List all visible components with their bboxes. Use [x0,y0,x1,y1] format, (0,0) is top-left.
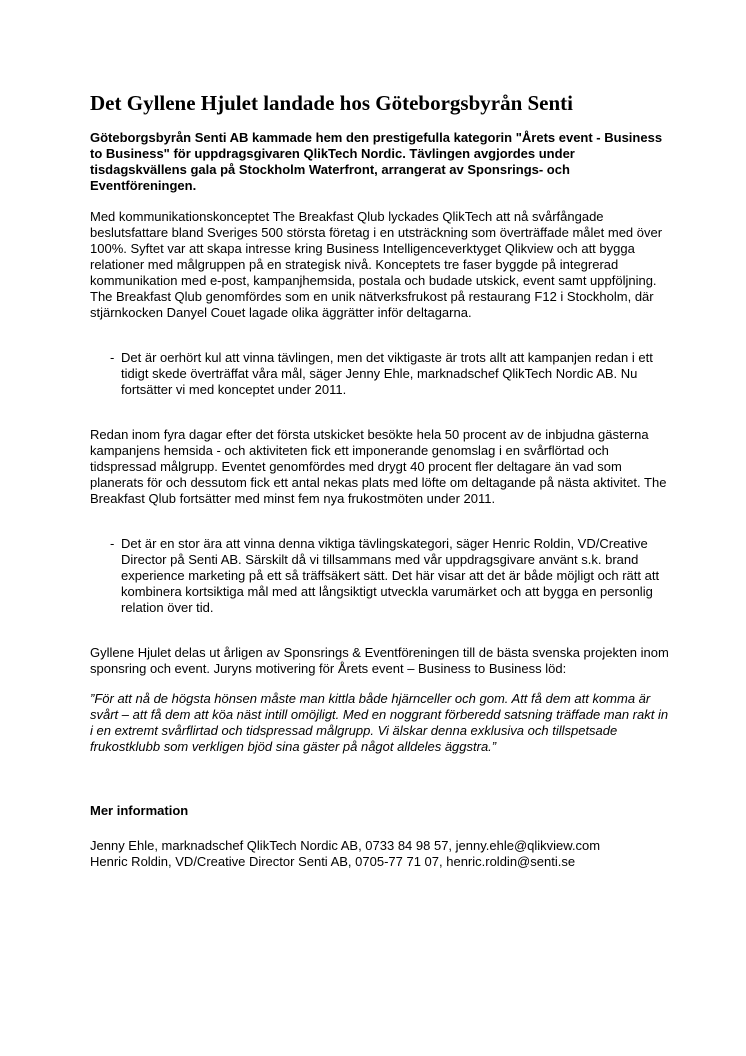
quote-text-2: Det är en stor ära att vinna denna viktiga tävlingskategori, säger Henric Roldin, VD/Creative Director på Senti AB. Särskilt då vi tillsammans med vår uppdragsgivare använt s.k. brand experience marketing på ett så träffsäkert sätt. Det här visar att det är både möjligt och rätt att kombinera kortsiktiga mål med att långsiktigt utveckla varumärket och att bygga en personlig relation över tid. [121,536,660,615]
quote-text-1: Det är oerhört kul att vinna tävlingen, men det viktigaste är trots allt att kampanjen redan i ett tidigt skede överträffat våra mål, säger Jenny Ehle, marknadschef QlikTech Nordic AB. Nu fortsätter vi med konceptet under 2011. [121,350,653,397]
quote-item-2 [90,536,670,616]
lead-paragraph: Göteborgsbyrån Senti AB kammade hem den prestigefulla kategorin "Årets event - Business to Business" för uppdragsgivaren QlikTech Nordic. Tävlingen avgjordes under tisdagskvällens gala på Stockholm Waterfront, arrangerat av Sponsrings- och Eventföreningen. [90,130,663,193]
dash-bullet: - [110,536,115,551]
press-release-page [90,90,670,870]
body-paragraph-2: Redan inom fyra dagar efter det första utskicket besökte hela 50 procent av de inbjudna gästerna kampanjens hemsida - och aktiviteten fick ett imponerande genomslag i en svårflörtad och tidspressad målgrupp. Eventet genomfördes med drygt 40 procent fler deltagare än vad som planerats för och dessutom fick ett antal nekas plats med löfte om deltagande på nästa aktivitet. The Breakfast Qlub fortsätter med minst fem nya frukostmöten under 2011. [90,427,667,506]
body-paragraph-3: Gyllene Hjulet delas ut årligen av Sponsrings & Eventföreningen till de bästa svenska projekten inom sponsring och event. Juryns motivering för Årets event – Business to Business löd: [90,645,669,676]
quote-item-1 [90,350,670,398]
more-info-heading: Mer information [90,803,189,818]
dash-bullet: - [110,350,115,365]
body-paragraph-1: Med kommunikationskonceptet The Breakfast Qlub lyckades QlikTech att nå svårfångade beslutsfattare bland Sveriges 500 största företag i en utsträckning som överträffade målet med över 100%. Syftet var att skapa intresse kring Business Intelligenceverktyget Qlikview och att bygga relationer med målgruppen på en strategisk nivå. Konceptets tre faser byggde på integrerad kommunikation med e-post, kampanjhemsida, postala och budade utskick, event samt uppföljning. The Breakfast Qlub genomfördes som en unik nätverksfrukost på restaurang F12 i Stockholm, där stjärnkocken Danyel Couet lagade olika äggrätter inför deltagarna. [90,209,663,320]
page-title: Det Gyllene Hjulet landade hos Göteborgsbyrån Senti [90,91,574,115]
contact-line-2: Henric Roldin, VD/Creative Director Senti AB, 0705-77 71 07, henric.roldin@senti.se [90,854,576,869]
jury-quote: ”För att nå de högsta hönsen måste man kittla både hjärnceller och gom. Att få dem att komma är svårt – att få dem att köa näst intill omöjligt. Med en noggrant förberedd satsning träffade man rakt in i en extremt svårflirtad och tidspressad målgrupp. Vi älskar denna exklusiva och tillspetsade frukostklubb som verkligen bjöd sina gäster på något alldeles äggstra.” [90,691,669,754]
contact-line-1: Jenny Ehle, marknadschef QlikTech Nordic AB, 0733 84 98 57, jenny.ehle@qlikview.com [90,838,601,853]
